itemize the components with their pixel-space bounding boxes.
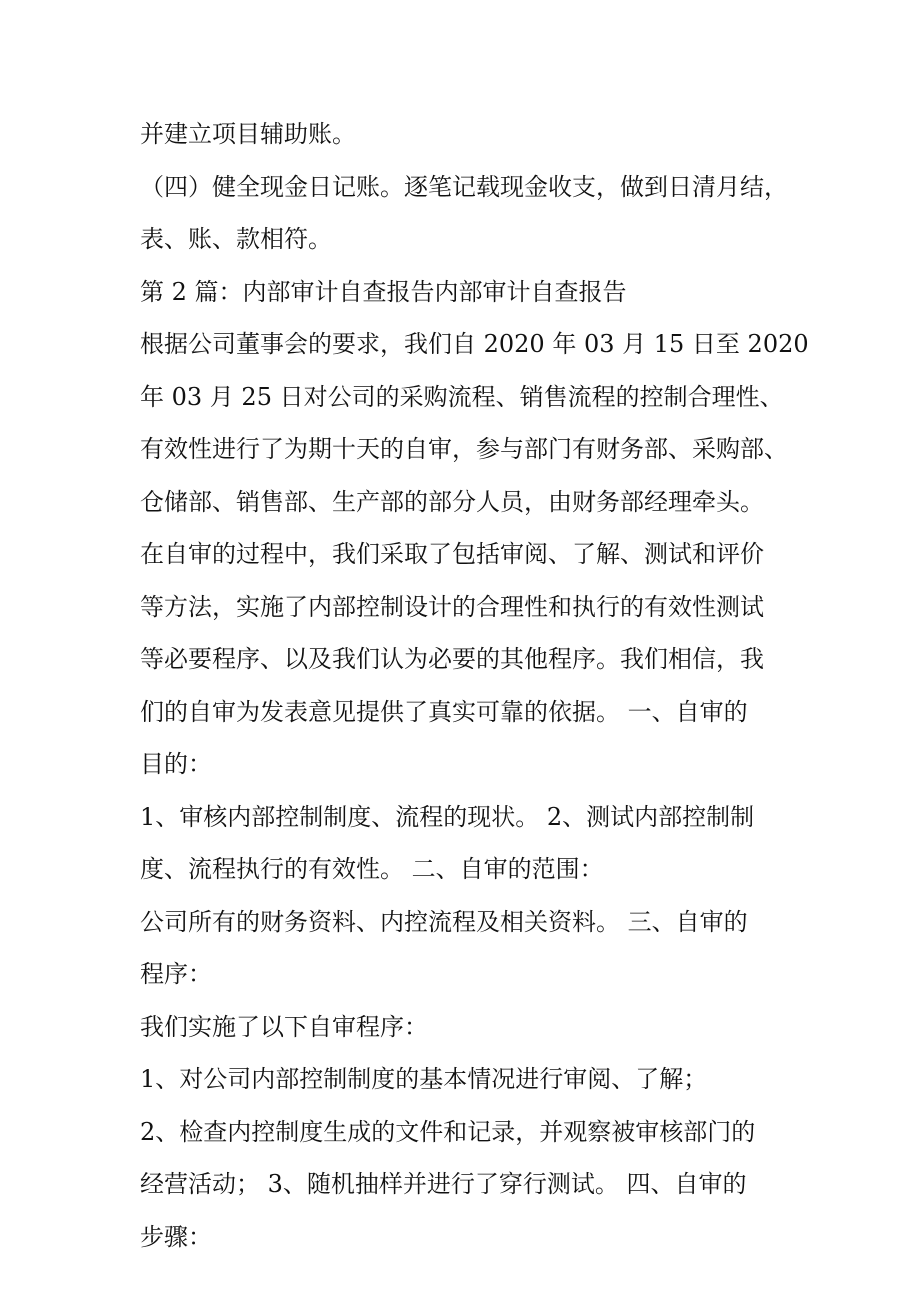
text-line: 公司所有的财务资料、内控流程及相关资料。 三、自审的 [140,907,748,936]
text-line: 我们实施了以下自审程序： [140,1012,428,1041]
text-line: 在自审的过程中，我们采取了包括审阅、了解、测试和评价 [140,540,764,568]
text-line: 并建立项目辅助账。 [140,120,356,148]
text-line: 年 03 月 25 日对公司的采购流程、销售流程的控制合理性、 [140,382,784,411]
text-line: 仓储部、销售部、生产部的部分人员，由财务部经理牵头。 [140,487,764,516]
text-line: 等方法，实施了内部控制设计的合理性和执行的有效性测试 [140,592,764,621]
text-line: 程序： [140,960,212,988]
text-line: 经营活动； 3、随机抽样并进行了穿行测试。 四、自审的 [140,1170,747,1198]
text-line: 步骤： [140,1222,212,1251]
text-line: 等必要程序、以及我们认为必要的其他程序。我们相信，我 [140,645,764,673]
text-line: 1、审核内部控制制度、流程的现状。 2、测试内部控制制 [140,802,755,831]
text-line: 度、流程执行的有效性。 二、自审的范围： [140,855,604,883]
text-line: 们的自审为发表意见提供了真实可靠的依据。 一、自审的 [140,697,748,726]
text-line: （四）健全现金日记账。逐笔记载现金收支，做到日清月结， [140,172,788,201]
section-heading: 第 2 篇：内部审计自查报告内部审计自查报告 [140,277,627,306]
text-line: 1、对公司内部控制制度的基本情况进行审阅、了解； [140,1065,708,1093]
text-line: 根据公司董事会的要求，我们自 2020 年 03 月 15 日至 2020 [140,330,809,358]
text-line: 有效性进行了为期十天的自审，参与部门有财务部、采购部、 [140,435,788,463]
document-body [140,108,840,1263]
text-line: 目的： [140,750,212,778]
text-line: 表、账、款相符。 [140,225,332,253]
text-line: 2、检查内控制度生成的文件和记录，并观察被审核部门的 [140,1117,756,1146]
